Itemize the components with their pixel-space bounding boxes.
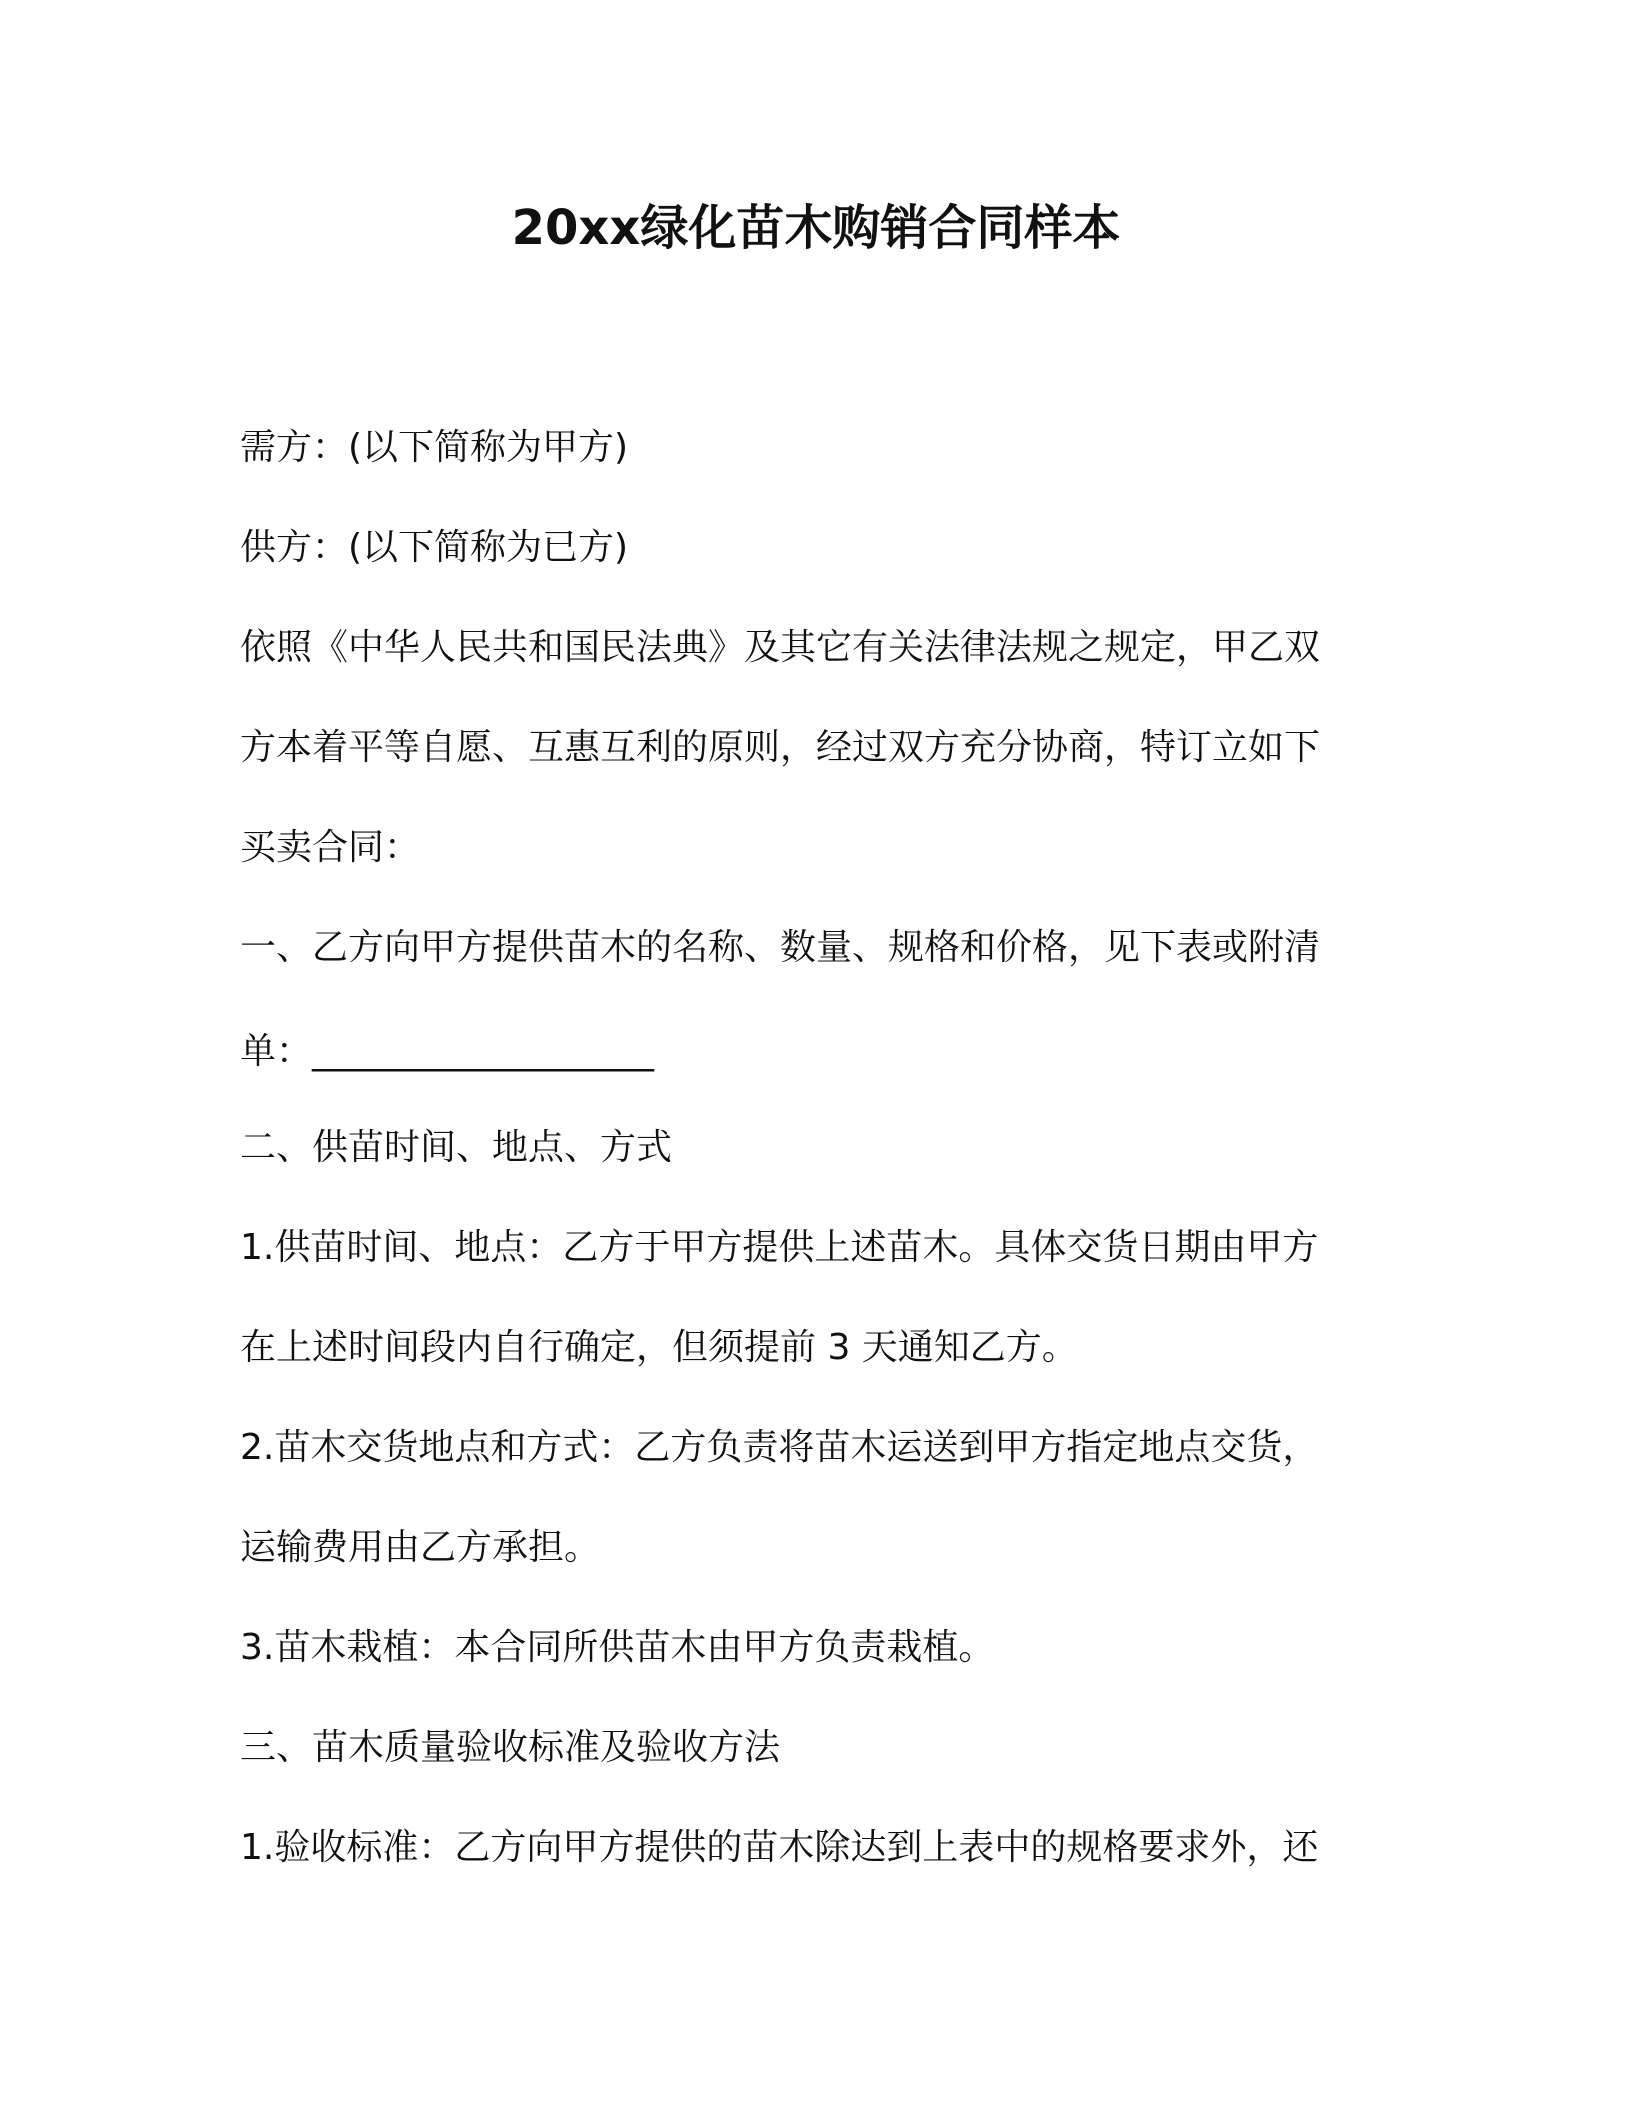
paragraph-line: 买卖合同： (240, 827, 421, 868)
paragraph-line: 一、乙方向甲方提供苗木的名称、数量、规格和价格，见下表或附清 (240, 927, 1321, 968)
paragraph-line: 单：___________________ (240, 1031, 655, 1072)
paragraph-line: 1.供苗时间、地点：乙方于甲方提供上述苗木。具体交货日期由甲方 (240, 1227, 1319, 1268)
paragraph-line: 3.苗木栽植：本合同所供苗木由甲方负责栽植。 (240, 1627, 995, 1668)
section-heading: 三、苗木质量验收标准及验收方法 (240, 1727, 781, 1768)
document-title: 20xx绿化苗木购销合同样本 (511, 200, 1121, 256)
paragraph-line: 依照《中华人民共和国民法典》及其它有关法律法规之规定，甲乙双 (240, 627, 1321, 668)
paragraph-line: 在上述时间段内自行确定，但须提前 3 天通知乙方。 (240, 1327, 1078, 1368)
paragraph-line: 1.验收标准：乙方向甲方提供的苗木除达到上表中的规格要求外，还 (240, 1827, 1319, 1868)
paragraph-line: 2.苗木交货地点和方式：乙方负责将苗木运送到甲方指定地点交货， (240, 1427, 1319, 1468)
paragraph-line: 方本着平等自愿、互惠互利的原则，经过双方充分协商，特订立如下 (240, 727, 1321, 768)
paragraph-line: 运输费用由乙方承担。 (240, 1527, 601, 1568)
paragraph-line: 供方：(以下简称为已方) (240, 527, 629, 568)
section-heading: 二、供苗时间、地点、方式 (240, 1127, 673, 1168)
paragraph-line: 需方：(以下简称为甲方) (240, 427, 629, 468)
